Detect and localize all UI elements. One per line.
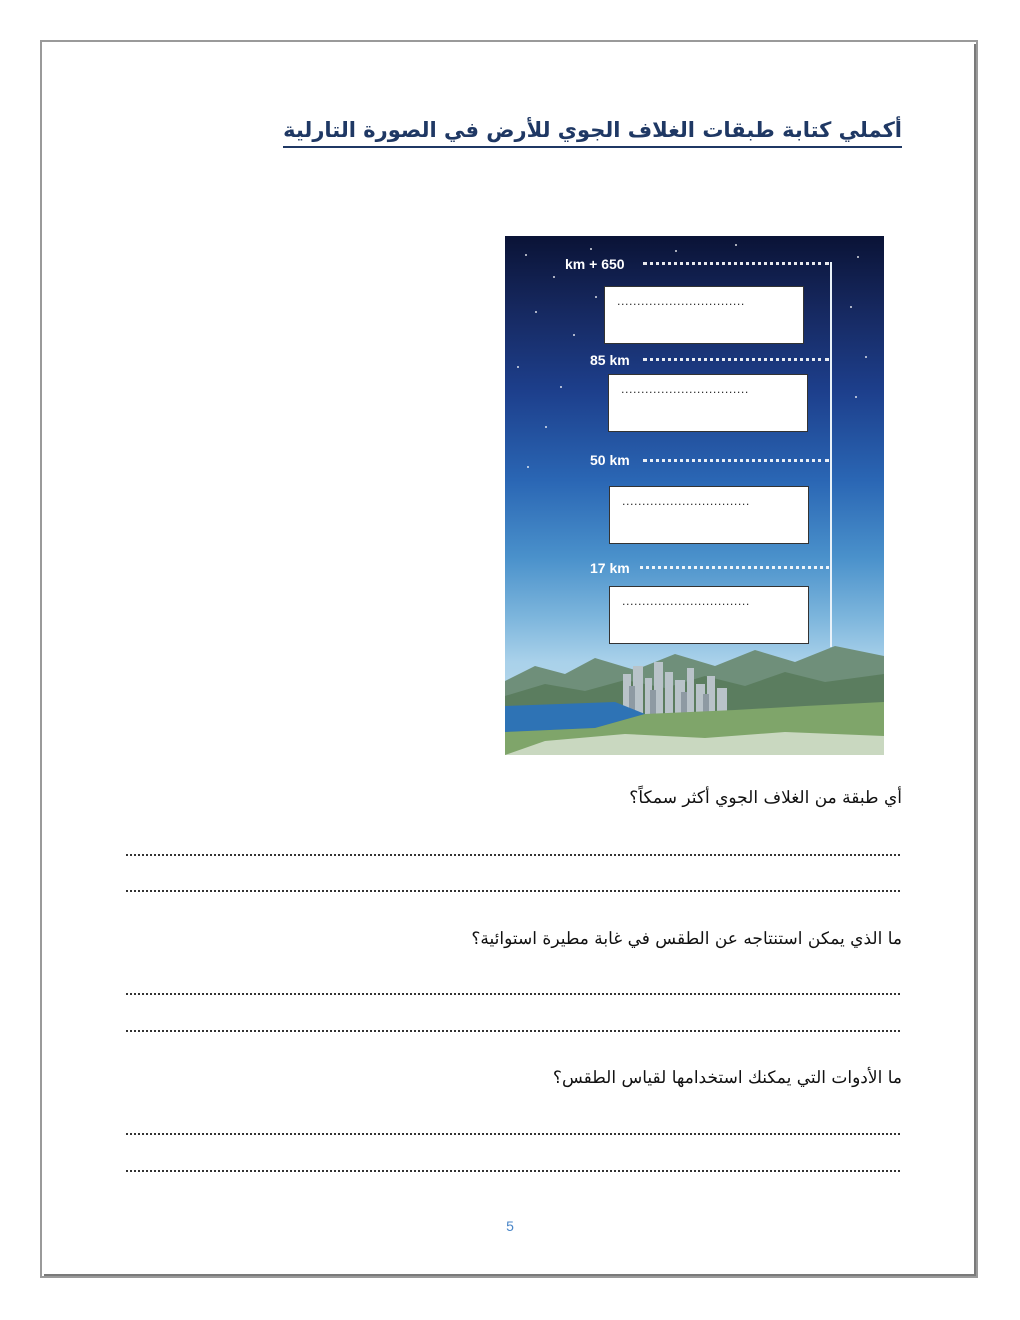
altitude-label-50: 50 km xyxy=(590,452,630,468)
answer-line-2a[interactable] xyxy=(126,993,900,995)
answer-line-1b[interactable] xyxy=(126,890,900,892)
star xyxy=(735,244,737,246)
altitude-axis-line xyxy=(830,262,832,647)
answer-line-3b[interactable] xyxy=(126,1170,900,1172)
star xyxy=(527,466,529,468)
star xyxy=(595,296,597,298)
altitude-guide-85 xyxy=(643,358,829,361)
star xyxy=(553,276,555,278)
layer-answer-box-1[interactable]: ................................ xyxy=(604,286,804,344)
altitude-guide-650 xyxy=(643,262,829,265)
star xyxy=(525,254,527,256)
layer-answer-box-2[interactable]: ................................ xyxy=(608,374,808,432)
earth-landscape xyxy=(505,636,884,755)
layer-answer-box-4[interactable]: ................................ xyxy=(609,586,809,644)
altitude-label-85: 85 km xyxy=(590,352,630,368)
star xyxy=(850,306,852,308)
answer-line-3a[interactable] xyxy=(126,1133,900,1135)
answer-line-2b[interactable] xyxy=(126,1030,900,1032)
altitude-label-17: 17 km xyxy=(590,560,630,576)
worksheet-title: أكملي كتابة طبقات الغلاف الجوي للأرض في الصورة التارلية xyxy=(283,118,902,148)
question-3: ما الأدوات التي يمكنك استخدامها لقياس الطقس؟ xyxy=(552,1068,902,1088)
altitude-guide-50 xyxy=(643,459,829,462)
altitude-label-650: km + 650 xyxy=(565,256,625,272)
altitude-guide-17 xyxy=(640,566,829,569)
star xyxy=(857,256,859,258)
answer-line-1a[interactable] xyxy=(126,854,900,856)
atmosphere-layers-figure xyxy=(505,236,884,755)
star xyxy=(573,334,575,336)
star xyxy=(517,366,519,368)
question-1: أي طبقة من الغلاف الجوي أكثر سمكاً؟ xyxy=(629,788,902,808)
question-2: ما الذي يمكن استنتاجه عن الطقس في غابة مطيرة استوائية؟ xyxy=(471,929,902,949)
star xyxy=(590,248,592,250)
star xyxy=(855,396,857,398)
layer-answer-box-3[interactable]: ................................ xyxy=(609,486,809,544)
star xyxy=(560,386,562,388)
star xyxy=(545,426,547,428)
star xyxy=(865,356,867,358)
star xyxy=(675,250,677,252)
star xyxy=(535,311,537,313)
page-number: 5 xyxy=(506,1218,514,1234)
